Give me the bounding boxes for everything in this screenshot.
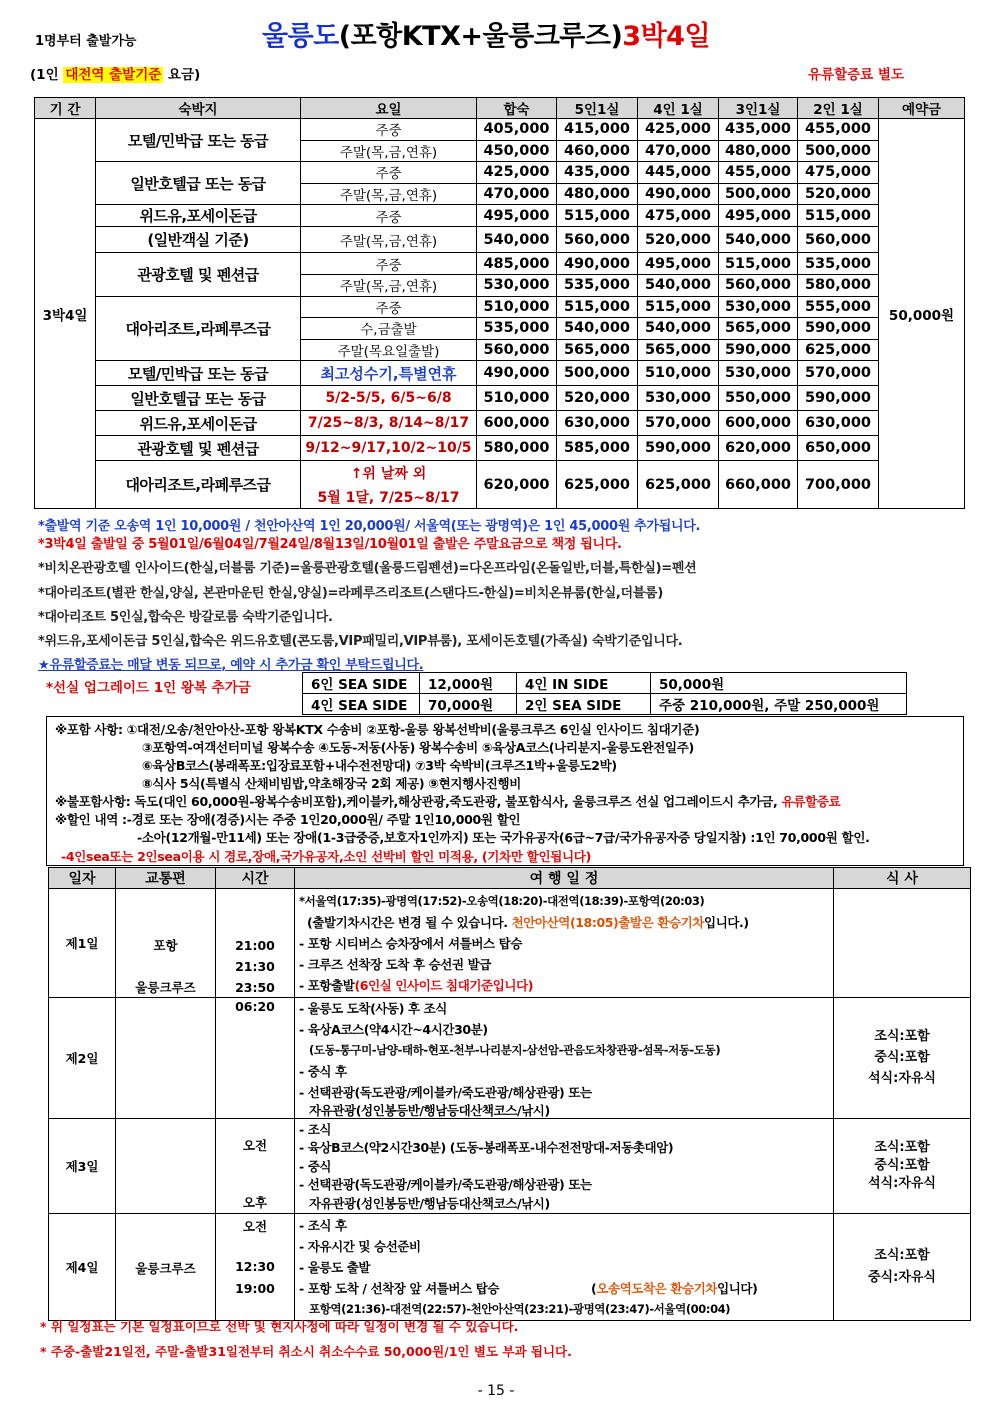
peak-price-row bbox=[35, 436, 965, 461]
price-cell: 435,000 bbox=[557, 162, 638, 184]
schedule-line: 포항역(21:36)-대전역(22:57)-천안아산역(23:21)-광명역(23:47)-서울역(00:04) bbox=[309, 1301, 731, 1316]
price-cell: 510,000 bbox=[477, 386, 557, 411]
schedule-cell bbox=[295, 998, 834, 1119]
day-label: 제1일 bbox=[49, 889, 116, 998]
meal-item: 조식:포함 bbox=[874, 1140, 930, 1155]
price-cell: 630,000 bbox=[798, 411, 879, 436]
header-4person: 4인 1실 bbox=[638, 98, 719, 119]
price-cell: 660,000 bbox=[719, 461, 798, 509]
upgrade-price: 주중 210,000원, 주말 250,000원 bbox=[651, 694, 907, 715]
itinerary-day-2 bbox=[49, 998, 971, 1119]
price-row bbox=[35, 162, 965, 184]
page-title bbox=[262, 14, 710, 53]
schedule-line: (도동-통구미-남양-태하-현포-천부-나리분지-삼선암-관음도차창관광-섬목-저동-도동) bbox=[309, 1043, 721, 1057]
price-cell: 565,000 bbox=[638, 339, 719, 361]
schedule-line: - 중식 bbox=[299, 1158, 332, 1174]
footer-cancellation-note: * 주중-출발21일전, 주말-출발31일전부터 취소시 취소수수료 50,000원/1인 별도 부과 됩니다. bbox=[40, 1344, 572, 1359]
price-row bbox=[35, 296, 965, 318]
price-cell: 510,000 bbox=[638, 361, 719, 386]
price-cell: 515,000 bbox=[719, 253, 798, 275]
meal-cell bbox=[834, 1119, 971, 1214]
schedule-line: - 선택관광(독도관광/케이블카/죽도관광/해상관광) 또는 bbox=[299, 1176, 592, 1192]
price-table-header bbox=[35, 98, 965, 119]
peak-season-line: ↑위 날짜 외 bbox=[350, 465, 427, 482]
upgrade-cabin: 2인 SEA SIDE bbox=[517, 694, 651, 715]
note-weekend-dates: *3박4일 출발일 중 5월01일/6월04일/7월24일/8월13일/10월01일 출발은 주말요금으로 책정 됩니다. bbox=[38, 537, 622, 552]
price-cell: 495,000 bbox=[719, 205, 798, 227]
upgrade-table bbox=[302, 672, 907, 715]
price-table bbox=[34, 97, 965, 509]
upgrade-label: *선실 업그레이드 1인 왕복 추가금 bbox=[46, 680, 251, 696]
price-cell: 540,000 bbox=[638, 318, 719, 340]
time-item: 오전 bbox=[242, 1138, 268, 1153]
peak-season-cell: 7/25~8/3, 8/14~8/17 bbox=[301, 411, 477, 436]
transport-item: 울릉크루즈 bbox=[135, 1261, 196, 1276]
price-basis-note bbox=[30, 63, 200, 83]
transport-cell bbox=[116, 998, 216, 1119]
header-time: 시간 bbox=[216, 868, 295, 889]
price-cell: 530,000 bbox=[638, 386, 719, 411]
upgrade-cabin: 4인 SEA SIDE bbox=[303, 694, 420, 715]
schedule-line: - 포항 시티버스 승차장에서 셔틀버스 탑승 bbox=[299, 935, 523, 951]
schedule-line: - 크루즈 선착장 도착 후 승선권 발급 bbox=[299, 956, 491, 972]
transport-cell bbox=[116, 1119, 216, 1214]
price-cell: 560,000 bbox=[557, 227, 638, 253]
schedule-line: - 중식 후 bbox=[299, 1064, 347, 1079]
price-cell: 590,000 bbox=[798, 386, 879, 411]
header-day: 요일 bbox=[301, 98, 477, 119]
schedule-text: - 포항 도착 / 선착장 앞 셔틀버스 탑승 bbox=[299, 1280, 500, 1296]
accommodation-cell: 위드유,포세이돈급 bbox=[96, 205, 301, 227]
schedule-line: - 육상A코스(약4시간~4시간30분) bbox=[299, 1022, 488, 1037]
itinerary-header bbox=[49, 868, 971, 889]
price-cell: 495,000 bbox=[638, 253, 719, 275]
note-resort-dorm: *대아리조트 5인실,합숙은 방갈로룸 숙박기준입니다. bbox=[38, 610, 333, 625]
price-cell: 485,000 bbox=[477, 253, 557, 275]
price-cell: 535,000 bbox=[557, 274, 638, 296]
price-cell: 460,000 bbox=[557, 140, 638, 162]
header-2person: 2인 1실 bbox=[798, 98, 879, 119]
price-cell: 535,000 bbox=[477, 318, 557, 340]
price-cell: 530,000 bbox=[719, 361, 798, 386]
price-cell: 600,000 bbox=[719, 411, 798, 436]
header-deposit: 예약금 bbox=[879, 98, 965, 119]
peak-price-row bbox=[35, 386, 965, 411]
price-cell: 480,000 bbox=[719, 140, 798, 162]
day-cell: 주중 bbox=[301, 253, 477, 275]
schedule-line: - 울릉도 출발 bbox=[299, 1259, 371, 1275]
day-cell: 주말(목,금,연휴) bbox=[301, 274, 477, 296]
upgrade-price: 70,000원 bbox=[420, 694, 517, 715]
page-number: - 15 - bbox=[477, 1383, 515, 1399]
schedule-cell bbox=[295, 889, 834, 998]
time-item: 12:30 bbox=[235, 1259, 275, 1274]
inclusion-line: ⑧식사 5식(특별식 산채비빔밥,약초해장국 2회 제공) ⑨현지행사진행비 bbox=[142, 776, 522, 791]
schedule-line: 자유관광(성인봉등반/행남등대산책코스/낚시) bbox=[309, 1195, 550, 1211]
itinerary-day-3 bbox=[49, 1119, 971, 1214]
day-cell: 주말(목요일출발) bbox=[301, 339, 477, 361]
upgrade-cabin: 6인 SEA SIDE bbox=[303, 673, 420, 694]
price-cell: 510,000 bbox=[477, 296, 557, 318]
price-cell: 540,000 bbox=[638, 274, 719, 296]
schedule-highlight: (6인실 인사이드 침대기준입니다) bbox=[354, 977, 534, 993]
header-day: 일자 bbox=[49, 868, 116, 889]
day-cell: 주중 bbox=[301, 205, 477, 227]
price-row bbox=[35, 253, 965, 275]
price-cell: 540,000 bbox=[557, 318, 638, 340]
transport-item: 울릉크루즈 bbox=[135, 980, 196, 995]
price-cell: 515,000 bbox=[798, 205, 879, 227]
inclusion-line: ③포항역-여객선터미널 왕복수송 ④도동-저동(사동) 왕복수송비 ⑤육상A코스(나리분지-울릉도완전일주) bbox=[142, 740, 694, 755]
accommodation-cell: (일반객실 기준) bbox=[96, 227, 301, 253]
price-cell: 520,000 bbox=[557, 386, 638, 411]
fuel-surcharge-note: 유류할증료 별도 bbox=[808, 67, 904, 83]
day-label: 제4일 bbox=[49, 1214, 116, 1321]
price-cell: 480,000 bbox=[557, 183, 638, 205]
discount-line: ※할인 내역 :-경로 또는 장애(경증)시는 주중 1인20,000원/ 주말 1인10,000원 할인 bbox=[55, 812, 521, 827]
meal-item: 석식:자유식 bbox=[868, 1176, 936, 1191]
header-5person: 5인1실 bbox=[557, 98, 638, 119]
header-meals: 식 사 bbox=[834, 868, 971, 889]
price-cell: 570,000 bbox=[798, 361, 879, 386]
day-cell: 주중 bbox=[301, 119, 477, 141]
day-cell: 주중 bbox=[301, 296, 477, 318]
price-cell: 550,000 bbox=[719, 386, 798, 411]
schedule-line bbox=[295, 912, 833, 933]
schedule-text: 입니다) bbox=[717, 1280, 758, 1296]
price-cell: 490,000 bbox=[557, 253, 638, 275]
meal-item: 중식:자유식 bbox=[868, 1270, 936, 1285]
time-cell bbox=[216, 1119, 295, 1214]
price-cell: 455,000 bbox=[719, 162, 798, 184]
schedule-cell bbox=[295, 1214, 834, 1321]
price-cell: 490,000 bbox=[477, 361, 557, 386]
note-hotel-equivalent: *비치온관광호텔 인사이드(한실,더블룸 기준)=울릉관광호텔(울릉드림펜션)=다온프라임(온돌일반,더블,특한실)=펜션 bbox=[38, 561, 697, 576]
schedule-line: 자유관광(성인봉등반/행남등대산책코스/낚시) bbox=[309, 1103, 550, 1118]
price-cell: 515,000 bbox=[557, 205, 638, 227]
exclusion-fuel: 유류할증료 bbox=[781, 794, 841, 809]
peak-price-row bbox=[35, 411, 965, 436]
peak-season-cell: 최고성수기,특별연휴 bbox=[301, 361, 477, 386]
inclusion-line: ※포함 사항: ①대전/오송/천안아산-포항 왕복KTX 수송비 ②포항-울릉 왕복선박비(울릉크루즈 6인실 인사이드 침대기준) bbox=[55, 722, 700, 737]
schedule-cell bbox=[295, 1119, 834, 1214]
schedule-highlight: 천안아산역(18:05)출발은 환승기차 bbox=[511, 914, 705, 930]
price-cell: 520,000 bbox=[798, 183, 879, 205]
upgrade-price: 50,000원 bbox=[651, 673, 907, 694]
price-cell: 540,000 bbox=[477, 227, 557, 253]
accommodation-cell: 일반호텔급 또는 동급 bbox=[96, 386, 301, 411]
header-period: 기 간 bbox=[35, 98, 96, 119]
meal-cell bbox=[834, 1214, 971, 1321]
schedule-line: - 울릉도 도착(사동) 후 조식 bbox=[299, 1001, 447, 1016]
price-cell: 565,000 bbox=[719, 318, 798, 340]
time-item: 21:00 bbox=[235, 938, 275, 953]
peak-price-row bbox=[35, 361, 965, 386]
meal-cell bbox=[834, 998, 971, 1119]
price-basis-suffix: 요금) bbox=[168, 67, 201, 83]
itinerary-day-1 bbox=[49, 889, 971, 998]
time-item: 오후 bbox=[242, 1195, 268, 1210]
discount-exception-line: -4인sea또는 2인sea이용 시 경로,장애,국가유공자,소인 선박비 할인 미적용, (기차만 할인됩니다) bbox=[61, 849, 591, 864]
accommodation-cell: 대아리조트,라페루즈급 bbox=[96, 296, 301, 361]
price-cell: 625,000 bbox=[798, 339, 879, 361]
price-cell: 560,000 bbox=[798, 227, 879, 253]
title-transport: (포항KTX+울릉크루즈) bbox=[338, 21, 623, 52]
price-cell: 700,000 bbox=[798, 461, 879, 509]
accommodation-cell: 일반호텔급 또는 동급 bbox=[96, 162, 301, 205]
accommodation-cell: 관광호텔 및 펜션급 bbox=[96, 436, 301, 461]
price-row bbox=[35, 205, 965, 227]
price-cell: 585,000 bbox=[557, 436, 638, 461]
meal-item: 중식:포함 bbox=[874, 1050, 930, 1065]
price-cell: 590,000 bbox=[719, 339, 798, 361]
price-cell: 515,000 bbox=[557, 296, 638, 318]
day-cell: 주중 bbox=[301, 162, 477, 184]
meal-item: 조식:포함 bbox=[874, 1248, 930, 1263]
time-item: 오전 bbox=[242, 1219, 268, 1234]
price-cell: 560,000 bbox=[477, 339, 557, 361]
price-cell: 500,000 bbox=[557, 361, 638, 386]
exclusion-text: ※불포함사항: 독도(대인 60,000원-왕복수송비포함),케이블카,해상관광,죽도관광, 불포함식사, 울릉크루즈 선실 업그레이드시 추가금, bbox=[55, 794, 778, 809]
title-destination: 울릉도 bbox=[262, 21, 339, 52]
upgrade-cabin: 4인 IN SIDE bbox=[517, 673, 651, 694]
period-cell: 3박4일 bbox=[35, 119, 96, 509]
price-row bbox=[35, 119, 965, 141]
itinerary-table bbox=[48, 867, 971, 1321]
note-resort-equivalent: *대아리조트(별관 한실,양실, 본관마운틴 한실,양실)=라페루즈리조트(스탠다드-한실)=비치온뷰룸(한실,더블룸) bbox=[38, 586, 663, 601]
price-cell: 620,000 bbox=[477, 461, 557, 509]
price-cell: 650,000 bbox=[798, 436, 879, 461]
day-label: 제2일 bbox=[49, 998, 116, 1119]
inclusion-line: ⑥육상B코스(봉래폭포:입장료포함+내수전전망대) ⑦3박 숙박비(크루즈1박+울릉도2박) bbox=[142, 758, 617, 773]
price-cell: 425,000 bbox=[638, 119, 719, 141]
peak-season-cell bbox=[301, 461, 477, 509]
day-cell: 주말(목,금,연휴) bbox=[301, 227, 477, 253]
day-label: 제3일 bbox=[49, 1119, 116, 1214]
price-cell: 470,000 bbox=[477, 183, 557, 205]
header-accommodation: 숙박지 bbox=[96, 98, 301, 119]
price-cell: 620,000 bbox=[719, 436, 798, 461]
fuel-surcharge-notice: ★유류할증료는 매달 변동 되므로, 예약 시 추가금 확인 부탁드립니다. bbox=[38, 658, 424, 673]
meal-item: 석식:자유식 bbox=[868, 1071, 936, 1086]
day-cell: 주말(목,금,연휴) bbox=[301, 140, 477, 162]
itinerary-day-4 bbox=[49, 1214, 971, 1321]
schedule-line: - 조식 bbox=[299, 1121, 332, 1137]
price-cell: 500,000 bbox=[798, 140, 879, 162]
price-cell: 580,000 bbox=[798, 274, 879, 296]
price-cell: 535,000 bbox=[798, 253, 879, 275]
price-cell: 490,000 bbox=[638, 183, 719, 205]
schedule-text: 입니다.) bbox=[704, 914, 749, 930]
price-cell: 425,000 bbox=[477, 162, 557, 184]
price-cell: 590,000 bbox=[638, 436, 719, 461]
accommodation-cell: 위드유,포세이돈급 bbox=[96, 411, 301, 436]
deposit-cell: 50,000원 bbox=[879, 119, 965, 509]
header-schedule: 여 행 일 정 bbox=[295, 868, 834, 889]
price-cell: 495,000 bbox=[477, 205, 557, 227]
price-cell: 540,000 bbox=[719, 227, 798, 253]
price-cell: 435,000 bbox=[719, 119, 798, 141]
price-cell: 570,000 bbox=[638, 411, 719, 436]
peak-season-cell: 5/2-5/5, 6/5~6/8 bbox=[301, 386, 477, 411]
schedule-line: - 선택관광(독도관광/케이블카/죽도관광/해상관광) 또는 bbox=[299, 1085, 592, 1100]
upgrade-row bbox=[303, 694, 907, 715]
time-item: 23:50 bbox=[235, 980, 275, 995]
meal-item: 조식:포함 bbox=[874, 1029, 930, 1044]
price-cell: 455,000 bbox=[798, 119, 879, 141]
price-cell: 560,000 bbox=[719, 274, 798, 296]
header-transport: 교통편 bbox=[116, 868, 216, 889]
price-cell: 445,000 bbox=[638, 162, 719, 184]
price-cell: 470,000 bbox=[638, 140, 719, 162]
accommodation-cell: 관광호텔 및 펜션급 bbox=[96, 253, 301, 296]
header-3person: 3인1실 bbox=[719, 98, 798, 119]
price-basis-highlight: 대전역 출발기준 bbox=[65, 67, 162, 83]
inclusions-box bbox=[46, 716, 964, 866]
day-cell: 수,금출발 bbox=[301, 318, 477, 340]
price-cell: 450,000 bbox=[477, 140, 557, 162]
price-cell: 530,000 bbox=[477, 274, 557, 296]
accommodation-cell: 모텔/민박급 또는 동급 bbox=[96, 119, 301, 162]
header-dorm: 합숙 bbox=[477, 98, 557, 119]
schedule-line: - 자유시간 및 승선준비 bbox=[299, 1238, 421, 1254]
time-item: 06:20 bbox=[235, 999, 275, 1014]
price-cell: 565,000 bbox=[557, 339, 638, 361]
transport-item: 포항 bbox=[153, 938, 178, 953]
schedule-text: - 포항출발 bbox=[299, 977, 355, 993]
title-duration: 3박4일 bbox=[622, 21, 711, 52]
discount-line: -소아(12개월-만11세) 또는 장애(1-3급중증,보호자1인까지) 또는 국가유공자(6급~7급/국가유공자증 당일지참) :1인 70,000원 할인. bbox=[137, 830, 870, 845]
time-item: 21:30 bbox=[235, 959, 275, 974]
exclusion-line bbox=[55, 792, 840, 810]
price-cell: 475,000 bbox=[798, 162, 879, 184]
schedule-line: *서울역(17:35)-광명역(17:52)-오송역(18:20)-대전역(18:39)-포항역(20:03) bbox=[299, 893, 705, 908]
time-item: 19:00 bbox=[235, 1281, 275, 1296]
time-cell bbox=[216, 998, 295, 1119]
price-cell: 625,000 bbox=[557, 461, 638, 509]
transport-cell bbox=[116, 889, 216, 998]
accommodation-cell: 모텔/민박급 또는 동급 bbox=[96, 361, 301, 386]
footer-schedule-note: * 위 일정표는 기본 일정표이므로 선박 및 현지사정에 따라 일정이 변경 될 수 있습니다. bbox=[40, 1319, 519, 1334]
price-row bbox=[35, 227, 965, 253]
price-cell: 590,000 bbox=[798, 318, 879, 340]
peak-price-row bbox=[35, 461, 965, 509]
price-cell: 600,000 bbox=[477, 411, 557, 436]
price-cell: 415,000 bbox=[557, 119, 638, 141]
price-cell: 515,000 bbox=[638, 296, 719, 318]
peak-season-line: 5월 1달, 7/25~8/17 bbox=[317, 489, 460, 506]
price-cell: 520,000 bbox=[638, 227, 719, 253]
day-cell: 주말(목,금,연휴) bbox=[301, 183, 477, 205]
upgrade-price: 12,000원 bbox=[420, 673, 517, 694]
schedule-text: ( bbox=[591, 1280, 597, 1296]
price-cell: 500,000 bbox=[719, 183, 798, 205]
schedule-line: - 조식 후 bbox=[299, 1217, 347, 1233]
schedule-highlight: 오송역도착은 환승기차 bbox=[596, 1280, 718, 1296]
price-cell: 530,000 bbox=[719, 296, 798, 318]
meal-item: 중식:포함 bbox=[874, 1158, 930, 1173]
price-cell: 555,000 bbox=[798, 296, 879, 318]
accommodation-cell: 대아리조트,라페루즈급 bbox=[96, 461, 301, 509]
transport-cell bbox=[116, 1214, 216, 1321]
peak-season-cell: 9/12~9/17,10/2~10/5 bbox=[301, 436, 477, 461]
schedule-line: - 육상B코스(약2시간30분) (도동-봉래폭포-내수전전망대-저동촛대암) bbox=[299, 1139, 674, 1155]
note-withyou-dorm: *위드유,포세이돈급 5인실,합숙은 위드유호텔(콘도룸,VIP패밀리,VIP뷰룸), 포세이돈호텔(가족실) 숙박기준입니다. bbox=[38, 634, 683, 649]
price-cell: 580,000 bbox=[477, 436, 557, 461]
time-cell bbox=[216, 889, 295, 998]
price-cell: 475,000 bbox=[638, 205, 719, 227]
upgrade-row bbox=[303, 673, 907, 694]
meal-cell bbox=[834, 889, 971, 998]
schedule-line bbox=[295, 1278, 833, 1299]
price-cell: 405,000 bbox=[477, 119, 557, 141]
price-basis-prefix: (1인 bbox=[30, 67, 59, 83]
note-departure-station: *출발역 기준 오송역 1인 10,000원 / 천안아산역 1인 20,000원/ 서울역(또는 광명역)은 1인 45,000원 추가됩니다. bbox=[38, 519, 701, 534]
schedule-text: (출발기차시간은 변경 될 수 있습니다. bbox=[307, 914, 508, 930]
price-cell: 625,000 bbox=[638, 461, 719, 509]
schedule-line bbox=[295, 975, 833, 996]
time-cell bbox=[216, 1214, 295, 1321]
min-people-note: 1명부터 출발가능 bbox=[35, 34, 137, 49]
price-cell: 630,000 bbox=[557, 411, 638, 436]
